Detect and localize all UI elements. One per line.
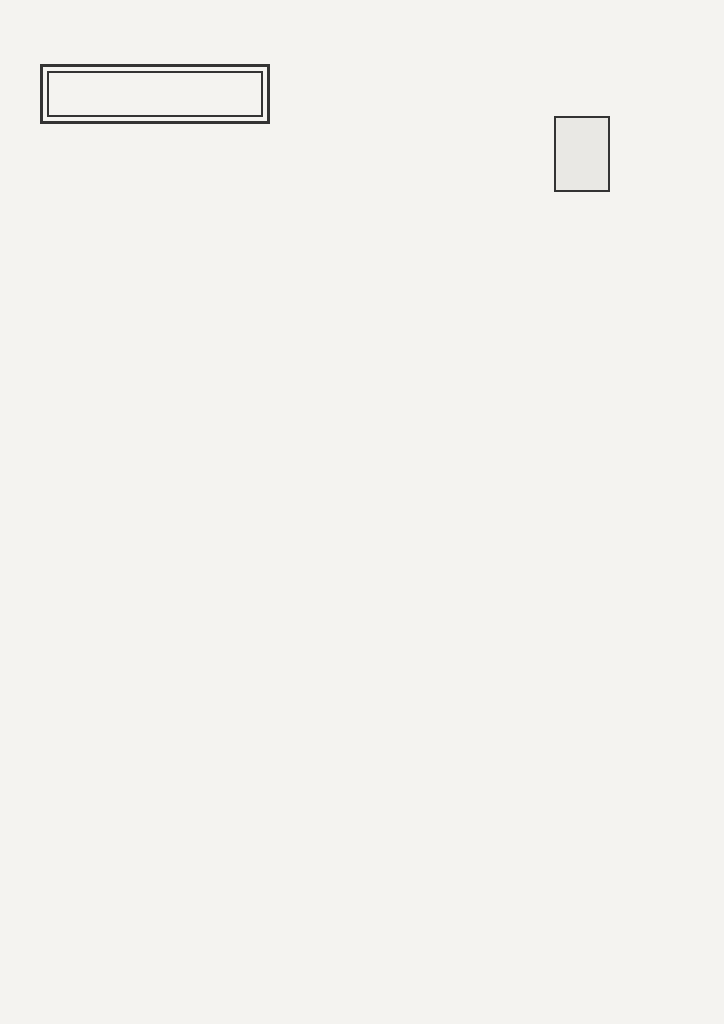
fax-header (130, 0, 430, 9)
naha-stamp (40, 64, 270, 124)
official-seal (554, 116, 610, 192)
